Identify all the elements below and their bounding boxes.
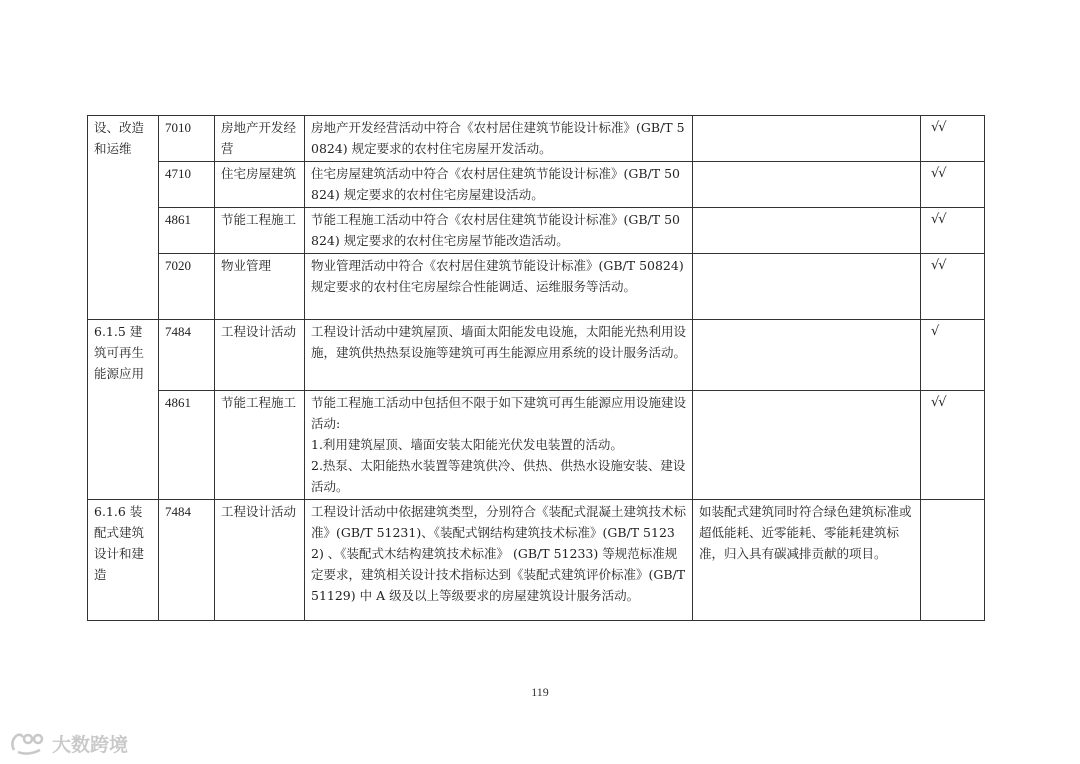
code-cell: 4710 [159,162,215,208]
mark-cell [921,500,985,621]
mark-cell: √ [921,320,985,391]
mark-cell: √√ [921,162,985,208]
industry-cell: 节能工程施工 [215,391,305,500]
note-cell [693,391,921,500]
table-row [88,254,985,320]
description-cell: 工程设计活动中建筑屋顶、墙面太阳能发电设施，太阳能光热利用设施，建筑供热热泵设施等建筑可再生能源应用系统的设计服务活动。 [305,320,693,391]
watermark-logo-icon [8,730,48,756]
code-cell: 7020 [159,254,215,320]
watermark-text: 大数跨境 [52,733,129,756]
industry-cell: 工程设计活动 [215,320,305,391]
page-number: 119 [531,685,549,699]
industry-cell: 房地产开发经营 [215,116,305,162]
table-row [88,391,985,500]
note-cell [693,116,921,162]
note-cell [693,320,921,391]
note-cell [693,208,921,254]
table-row [88,320,985,391]
watermark [8,728,128,758]
mark-cell: √√ [921,254,985,320]
classification-table [87,115,985,621]
industry-cell: 节能工程施工 [215,208,305,254]
code-cell: 7484 [159,500,215,621]
table-row [88,208,985,254]
industry-cell: 住宅房屋建筑 [215,162,305,208]
code-cell: 4861 [159,208,215,254]
description-line: 2.热泵、太阳能热水装置等建筑供冷、供热、供热水设施安装、建设活动。 [311,458,686,494]
note-cell [693,254,921,320]
industry-cell: 物业管理 [215,254,305,320]
description-line: 1.利用建筑屋顶、墙面安装太阳能光伏发电装置的活动。 [311,437,623,452]
description-cell: 节能工程施工活动中符合《农村居住建筑节能设计标准》(GB/T 50824) 规定要求的农村住宅房屋节能改造活动。 [305,208,693,254]
mark-cell: √√ [921,208,985,254]
mark-cell: √√ [921,116,985,162]
description-cell [305,391,693,500]
category-cell: 6.1.6 装配式建筑设计和建造 [88,500,159,621]
description-cell: 工程设计活动中依据建筑类型，分别符合《装配式混凝土建筑技术标准》(GB/T 51231)、《装配式钢结构建筑技术标准》(GB/T 51232) 、《装配式木结构建筑技术标准》 (GB/T 51233) 等规范标准规定要求，建筑相关设计技术指标达到《装配式建筑评价标准》(GB/T 51129) 中 A 级及以上等级要求的房屋建筑设计服务活动。 [305,500,693,621]
code-cell: 7010 [159,116,215,162]
table-row [88,500,985,621]
description-cell: 住宅房屋建筑活动中符合《农村居住建筑节能设计标准》(GB/T 50824) 规定要求的农村住宅房屋建设活动。 [305,162,693,208]
description-cell: 房地产开发经营活动中符合《农村居住建筑节能设计标准》(GB/T 50824) 规定要求的农村住宅房屋开发活动。 [305,116,693,162]
table-row [88,116,985,162]
category-cell: 6.1.5 建筑可再生能源应用 [88,320,159,500]
industry-cell: 工程设计活动 [215,500,305,621]
code-cell: 7484 [159,320,215,391]
table-row [88,162,985,208]
description-cell: 物业管理活动中符合《农村居住建筑节能设计标准》(GB/T 50824) 规定要求的农村住宅房屋综合性能调适、运维服务等活动。 [305,254,693,320]
note-cell: 如装配式建筑同时符合绿色建筑标准或超低能耗、近零能耗、零能耗建筑标准，归入具有碳减排贡献的项目。 [693,500,921,621]
code-cell: 4861 [159,391,215,500]
mark-cell: √√ [921,391,985,500]
note-cell [693,162,921,208]
description-line: 节能工程施工活动中包括但不限于如下建筑可再生能源应用设施建设活动: [311,395,687,431]
category-cell: 设、改造和运维 [88,116,159,320]
